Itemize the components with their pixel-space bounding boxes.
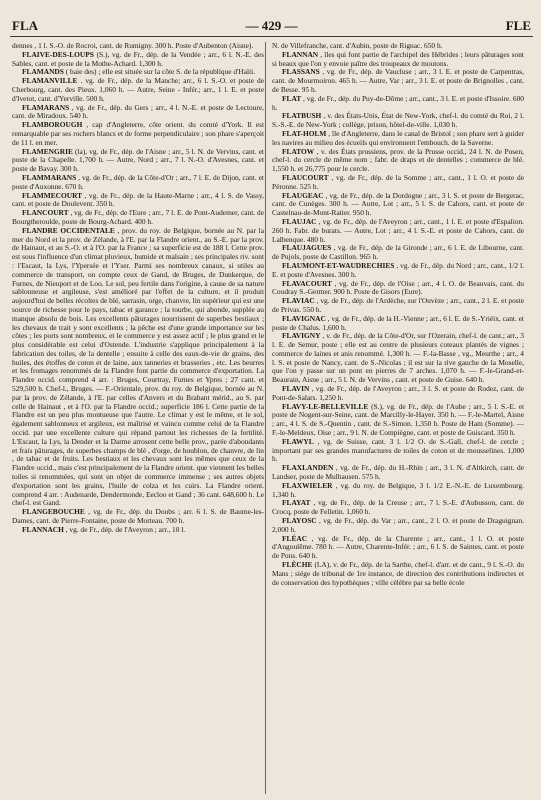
left-column [12, 42, 264, 794]
entry-text: , vg. de Fr., dép. de l'Eure ; arr., 7 l. E. de Pont-Audemer, cant. de Bourgtheroulde, poste de Bourg-Achard. 400 h. [12, 208, 264, 226]
entry-text: , vg. de Fr., dép. du Var ; arr., cant., 2 l. O. et poste de Draguignan. 2,000 h. [272, 516, 524, 534]
dictionary-entry [272, 535, 524, 561]
dictionary-entry [272, 174, 524, 192]
dictionary-entry [272, 148, 524, 174]
dictionary-entry [12, 77, 264, 103]
entry-text: , vg. de Fr., dép. du Nord ; arr., cant., 1/2 l. E. et poste d'Avesnes. 300 h. [272, 260, 524, 279]
entry-headword: FLANDRE OCCIDENTALE [22, 225, 115, 235]
dictionary-entry [272, 95, 524, 113]
entry-text: , vg. de Fr., dép. de la H.-Vienne ; arr., 6 l. E. de S.-Yriéix, cant. et poste de Chalus. 1,600 h. [272, 313, 524, 332]
entry-headword: FLAVACOURT [282, 278, 332, 288]
dictionary-entry [12, 526, 264, 535]
right-column [272, 42, 524, 794]
entry-text: , vg. de Fr., dép. de l'Aveyron ; arr., 3 l. S. et poste de Rodez, cant. de Pont-de-Salars. 1,250 h. [272, 384, 524, 402]
entry-headword: FLAUGEAC [282, 190, 324, 200]
entry-headword: FLAMMECOURT [22, 190, 83, 200]
entry-text: (S.), vg. de Fr., dép. de l'Aube ; arr., 5 l. S.-E. et poste de Nogent-sur-Seine, cant. de Marcilly-le-Hayer. 350 h. — F.-le-Martel, Aisne ; arr., 4 l. S. de S.-Quentin , cant. de S.-Simon. 1,350 h. Poste de Ham (Somme). — F.-le-Meldeux, Oise ; arr., 9 l. N. de Compiègne, cant. et poste de Guiscard. 350 h. [272, 401, 524, 438]
entry-headword: FLAYAT [282, 498, 311, 508]
dictionary-entry [12, 51, 264, 69]
entry-text: , vg. de Fr., dép. de Vaucluse ; arr., 3 l. E. et poste de Carpentras, cant. de Mourmoiron. 465 h. — Autre, Var ; arr., 3 l. E. et poste de Brignolles , cant. de Besse. 95 h. [272, 67, 524, 94]
entry-headword: FLAYOSC [282, 516, 317, 526]
entry-text: , vg. de Fr., dép. de l'Oise ; arr., 4 l. O. de Beauvais, cant. du Coudray S.-Germer. 900 h. Poste de Gisors (Eure). [272, 278, 524, 297]
dictionary-entry [272, 438, 524, 464]
entry-text: , vg. de Fr., dép. de la Creuse ; arr., 7 l. S.-E. d'Aubusson, cant. de Crocq, poste de Felletin. 1,060 h. [272, 498, 524, 517]
entry-headword: FLAMBOROUGH [22, 120, 83, 130]
entry-headword: FLAWYL [282, 436, 314, 446]
entry-headword: FLAT [282, 93, 302, 103]
dictionary-entry [272, 112, 524, 130]
dictionary-entry [272, 517, 524, 535]
dictionary-entry [12, 174, 264, 192]
dictionary-entry [12, 209, 264, 227]
entry-text: , vg. de Suisse, cant. 3 l. 1/2 O. de S.-Gall, chef-l. de cercle ; important par ses grandes manufactures de toiles de coton et de mousselines. 1,000 h. [272, 436, 524, 464]
entry-headword: FLATOW [282, 146, 315, 156]
dictionary-entry [272, 385, 524, 403]
entry-text: , vg. de Fr., dép. de l'Aveyron ; arr., cant., 1 l. E. et poste d'Espalion. 260 h. Fabr. de burats. — Autre, Lot ; arr., 4 l. S.-E. et poste de Cahors, cant. de Lalbenque. 480 h. [272, 216, 524, 244]
dictionary-entry [272, 192, 524, 218]
entry-headword: FLÈCHE [282, 560, 313, 570]
dictionary-entry [272, 68, 524, 94]
entry-text: , vg. de Fr., dép. de la Charente ; arr., cant., 1 l. O. et poste d'Angoulême. 780 h. — Autre, Charente-Infér. ; arr., 6 l. S. de Saintes, cant. et poste de Pons. 640 h. [272, 533, 524, 561]
entry-text: , vg. de Fr., dép. de la Côte-d'Or ; arr., 7 l. E. de Dijon, cant. et poste d'Auxonne. 670 h. [12, 172, 264, 191]
entry-headword: FLAMARANS [22, 102, 70, 112]
entry-text: ( baie des) ; elle est située sur la côte S. de la république d'Haïti. [63, 67, 256, 77]
entry-headword: FLAMMARANS [22, 172, 77, 182]
entry-headword: FLAUCOURT [282, 172, 329, 182]
header-left-keyword: FLA [12, 18, 38, 33]
entry-text: , île d'Angleterre, dans le canal de Bristol ; son phare sert à guider les navires au milieu des écueils qui environnent l'embouch. de la Saverne. [272, 128, 524, 147]
dictionary-entry [272, 403, 524, 438]
entry-headword: FLAUJAC [282, 216, 317, 226]
dictionary-entry [272, 315, 524, 333]
dictionary-entry [272, 332, 524, 385]
entry-text: , vg. de Fr., dép. de la Somme ; arr., cant., 1 l. O. et poste de Péronne. 525 h. [272, 172, 524, 191]
entry-text: , vg. de Fr., dép. de la Haute-Marne ; arr., 4 l. S. de Vassy, cant. et poste de Doulevent. 350 h. [12, 190, 264, 209]
entry-headword: FLAT-HOLM [282, 128, 327, 138]
entry-text: , vg. de Fr., dép. de l'Aveyron ; arr., 10 l. [63, 524, 186, 534]
entry-headword: FLÉAC [282, 533, 308, 543]
entry-headword: FLAVIAC [282, 296, 315, 306]
entry-headword: FLAMANVILLE [22, 76, 78, 86]
entry-text: , vg. de Fr., dép. de la Dordogne ; arr., 3 l. S. et poste de Bergerac, cant. de Cunèges. 300 h. — Autre, Lot ; arr., 5 l. S. de Cahors, cant. et poste de Castelnau-de-Mont-Ratier. 950 h. [272, 190, 524, 218]
page-number: — 429 — [245, 18, 298, 33]
entry-text: (la), vg. de Fr., dép. de l'Aisne ; arr., 5 l. N. de Vervins, cant. et poste de la Chapelle. 1,700 h. — Autre, Nord ; arr., 7 l. N.-O. d'Avesnes, cant. et poste de Bavay. 300 h. [12, 146, 264, 174]
dictionary-entry [272, 297, 524, 315]
entry-text: N. de Villefranche, cant. d'Aubin, poste de Rignac. 650 h. [272, 42, 443, 50]
entry-headword: FLANGEBOUCHE [22, 507, 85, 517]
dictionary-entry [12, 121, 264, 147]
dictionary-entry [272, 464, 524, 482]
entry-headword: FLAVIGNAC [282, 313, 326, 323]
entry-text: , îles qui font partie de l'archipel des Hébrides ; leurs pâturages sont si beaux que l'on y envoie paître des troupeaux de moutons. [272, 49, 524, 68]
entry-headword: FLAUMONT-ET-WAUDRECHIES [282, 260, 395, 270]
dictionary-entry [12, 192, 264, 210]
entry-text: , prov. du roy. de Belgique, bornée au N. par la mer du Nord et la prov. de Zélande, à l'E. par la Flandre orient., au S.-E. par la prov. de Hainaut, et au S.-O. et à l'O. par la France ; sa superficie est de 188 l. Cette prov. est sous l'influence d'un climat pluvieux, humide et malsain ; ses principales riv. sont : l'Escaut, la Lys, l'Ypersée et l'Yser. Parmi ses nombreux canaux, si utiles au commerce de transport, on compte ceux de Gand, de Bruges, de Dunkerque, de Furnes, de Nieuport et de Loo. Le sol, peu fertile dans l'origine, à cause de sa nature sablonneuse et argileuse, s'est amélioré par l'effet de la culture, et il produit aujourd'hui de belles récoltes de blé, sarrasin, orge, chanvre, lin supérieur qui est une source de richesse pour le pays, tabac et garance ; la tourbe, qui abonde, supplée au manque absolu de bois. Les excellents pâturages nourrissent de superbes bestiaux ; les chevaux de trait y sont excellents ; la pêche est d'une grande importance sur les côtes ; les ports sont nombreux, et le commerce y est assez actif ; le plus grand et le plus considérable est celui d'Ostende. L'industrie s'applique principalement à la fabrication des toiles, de la dentelle ; ensuite à celle des eaux-de-vie de grains, des huiles, des étoffes de coton et de laine, aux tanneries et brasseries , etc. Les beurres et les fromages renommés de la Flandre font partie du commerce d'exportation. La Flandre occid. comprend 4 arr. : Bruges, Courtray, Furnes et Ypres ; 27 cant. et 529,500 h. Chef-l., Bruges. — F.-Orientale, prov. du roy. de Belgique, bornée au N. par la prov. de Zélande, à l'E. par celles d'Anvers et du Brabant mérid., au S. par celle de Hainaut , et à l'O. par la Flandre occid.; superficie 186 l. Cette partie de la Flandre est un peu plus montueuse que l'autre. Le climat y est le même, et le sol, également sablonneux et argileux, est maîtrisé et vaincu comme celui de la Flandre occid. par une excellente culture qui répand partout les richesses de la fertilité. L'Escaut, la Lys, la Dender et la Darme arrosent cette belle prov., parée d'abondants et frais pâturages, de superbes champs de blé , d'orge, de houblon, de chanvre, de lin , de tabac et de fruits. Les bestiaux et les chevaux sont les mêmes que ceux de la Flandre occid., mais c'est principalement de la Flandre orient. que viennent les belles toiles si renommées, qui sont un objet de commerce immense ; ses autres objets d'exportation sont les grains, l'huile de colza et les cuirs. La Flandre orient. comprend 4 arr. : Audenarde, Dendermonde, Eecloo et Gand ; 36 cant. 648,600 h. Le chef-l. est Gand. [12, 225, 264, 508]
entry-text: (LA), v. de Fr., dép. de la Sarthe, chef-l. d'arr. et de cant., 9 l. S.-O. du Mans ; siége de tribunal de 1re instance, de direction des contributions indirectes et de conservation des hypothèques ; ville célèbre par sa belle école [272, 560, 524, 587]
entry-text: , vg. de Fr., dép. du Gers ; arr., 4 l. N.-E. et poste de Lectoure, cant. de Miradoux. 540 h. [12, 102, 264, 121]
entry-text: (S.), vg. de Fr., dép. de la Vendée ; arr., 6 l. N.-E. des Sables, cant. et poste de la Mothe-Achard. 1,300 h. [12, 49, 264, 68]
header-right-keyword: FLE [505, 18, 531, 33]
entry-headword: FLAVIN [282, 384, 310, 394]
dictionary-entry [12, 104, 264, 122]
entry-headword: FLANNACH [22, 524, 64, 534]
entry-text: , vg. de Fr., dép. du Doubs ; arr. 6 l. S. de Baume-les-Dames, cant. de Pierre-Fontaine, poste de Morteau. 700 h. [12, 507, 264, 526]
entry-headword: FLANCOURT [22, 208, 69, 218]
entry-text: , v. de Fr., dép. de la Côte-d'Or, sur l'Ozerain, chef-l. de cant.; arr., 3 l. E. de Semur, poste ; elle est au centre de plusieurs coteaux plantés de vignes ; commerce de laines et anis renommé. 1,300 h. — F.-la-Basse , vg., Meurthe ; arr., 4 l. S. et poste de Nancy, cant. de S.-Nicolas ; il est sur la rive gauche de la Moselle, que l'on y passe sur un pont en pierres de 7 arches. 1,070 h. — F.-le-Grand-et-Beaurain, Aisne ; arr., 5 l. N. de Vervins , cant. et poste de Guise. 640 h. [272, 331, 524, 385]
dictionary-entry [272, 561, 524, 587]
entry-text: , vg. de Fr., dép. de l'Ardèche, sur l'Ouvèze ; arr., cant., 2 l. E. et poste de Privas. 550 h. [272, 296, 524, 314]
header-rule [10, 36, 533, 37]
entry-headword: FLAVIGNY [282, 331, 321, 341]
entry-text: , vg. de Fr., dép. du Puy-de-Dôme ; arr., cant., 3 l. E. et poste d'Issoire. 600 h. [272, 93, 524, 112]
entry-text: , vg. du roy. de Belgique, 3 l. 1/2 E.-N.-E. de Luxembourg. 1,340 h. [272, 480, 524, 499]
entry-text: , vg. de Fr., dép. de la Gironde ; arr., 6 l. E. de Libourne, cant. de Pujols, poste de Castillon. 965 h. [272, 243, 524, 262]
entry-headword: FLAMENGRIE [22, 146, 73, 156]
entry-text: , v. des États-Unis, État de New-York, chef-l. du comté du Roi, 2 l. S.-S.-E. de New-York ; collège, prison, hôtel-de-ville. 1,030 h. [272, 111, 524, 130]
page-header [12, 18, 531, 34]
dictionary-entry [12, 227, 264, 509]
entry-headword: FLAIVE-DES-LOUPS [22, 49, 94, 59]
entry-headword: FLAUJAGUES [282, 243, 332, 253]
entry-text: , vg. de Fr., dép. du H.-Rhin ; arr., 3 l. N. d'Altkirch, cant. de Landser, poste de Mulhausen. 575 h. [272, 463, 524, 482]
column-divider [265, 42, 266, 794]
dictionary-entry [272, 218, 524, 244]
entry-headword: FLATBUSH [282, 111, 322, 121]
entry-headword: FLASSANS [282, 67, 320, 77]
dictionary-entry [272, 51, 524, 69]
dictionary-entry [272, 280, 524, 298]
dictionary-entry [272, 499, 524, 517]
dictionary-entry [272, 262, 524, 280]
entry-text: , v. des États prussiens, prov. de la Prusse occid., 24 l. N. de Posen, chef-l. du cercle de même nom ; fabr. de draps et de dentelles ; commerce de blé. 1,550 h. et 26,775 pour le cercle. [272, 146, 524, 174]
dictionary-entry [272, 244, 524, 262]
dictionary-entry [12, 508, 264, 526]
entry-headword: FLAXLANDEN [282, 463, 334, 473]
entry-headword: FLANNAN [282, 49, 319, 59]
dictionary-entry [272, 130, 524, 148]
entry-headword: FLAVY-LE-BELLEVILLE [282, 401, 369, 411]
entry-headword: FLAMANDS [22, 67, 64, 77]
dictionary-entry [12, 148, 264, 174]
entry-text: . vg. de Fr., dép. de la Manche; arr., 6 l. S.-O. et poste de Cherbourg, cant. des Pieux. 1,060 h. — Autre, Seine - Infér.; arr., 1 l. E. et poste d'Ivetot, cant. d'Yerville. 500 h. [12, 76, 264, 103]
entry-text: dennes , 1 l. S.-O. de Rocroi, cant. de Rumigny. 300 h. Poste d'Aubenton (Aisne). [12, 42, 254, 50]
entry-headword: FLAXWIELER [282, 480, 333, 490]
dictionary-entry [272, 482, 524, 500]
entry-text: , cap d'Angleterre, côte orient. du comté d'York. Il est remarquable par ses rochers blancs et de forme perpendiculaire ; son phare s'aperçoit de 11 l. en mer. [12, 120, 264, 147]
